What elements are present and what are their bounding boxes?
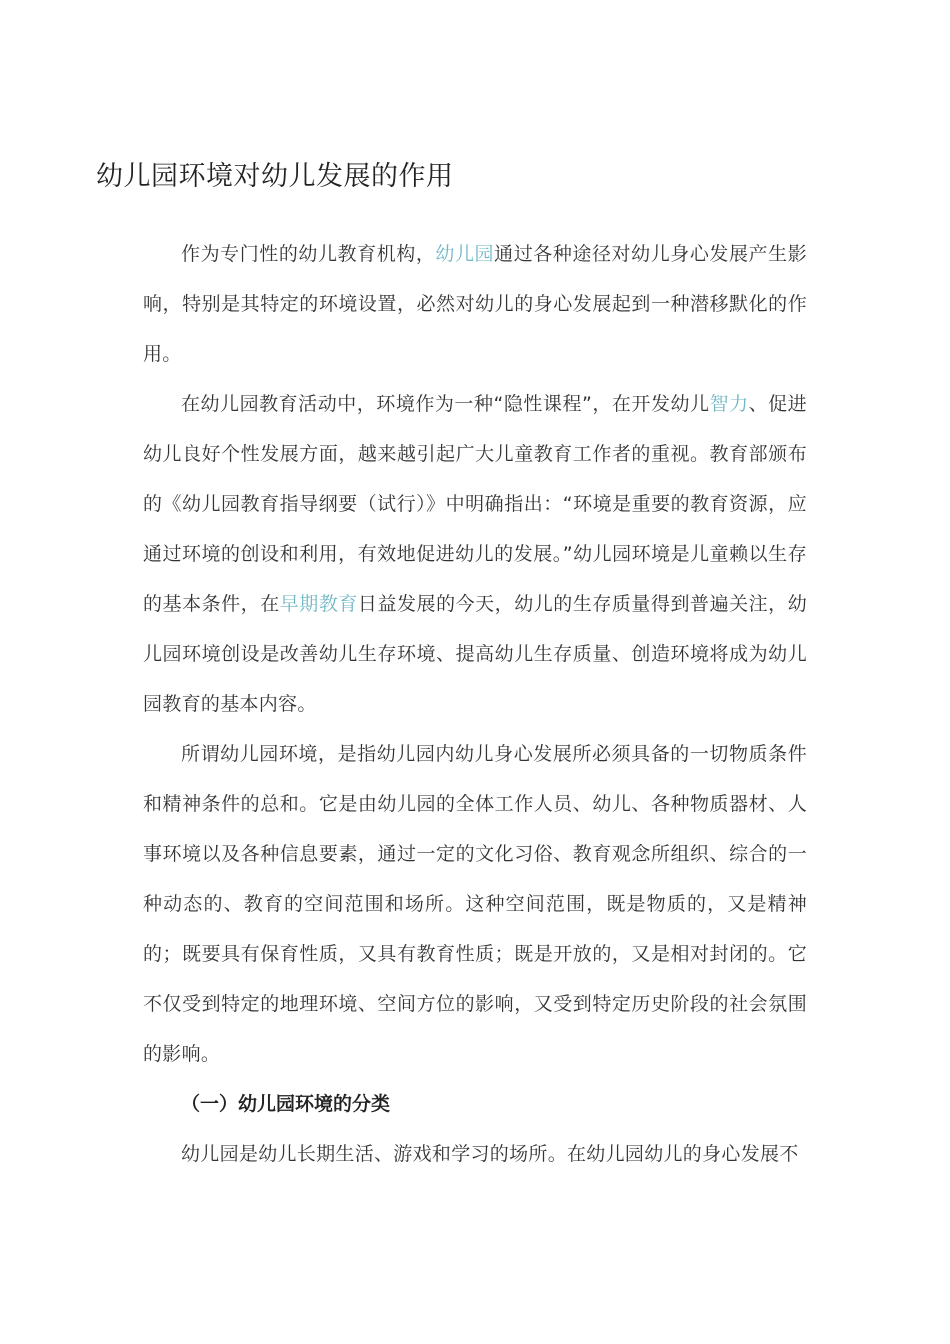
section-heading-classification: （一）幼儿园环境的分类: [181, 1093, 391, 1115]
paragraph-intro: [143, 229, 807, 379]
paragraph-hidden-curriculum-text-1: 在幼儿园教育活动中，环境作为一种“隐性课程”，在开发幼儿: [181, 393, 710, 415]
early-education-link[interactable]: 早期教育: [279, 593, 358, 615]
document-body: [143, 229, 807, 1179]
paragraph-definition: 所谓幼儿园环境，是指幼儿园内幼儿身心发展所必须具备的一切物质条件和精神条件的总和。它是由幼儿园的全体工作人员、幼儿、各种物质器材、人事环境以及各种信息要素，通过一定的文化习俗、教育观念所组织、综合的一种动态的、教育的空间范围和场所。这种空间范围，既是物质的，又是精神的；既要具有保育性质，又具有教育性质；既是开放的，又是相对封闭的。它不仅受到特定的地理环境、空间方位的影响，又受到特定历史阶段的社会氛围的影响。: [143, 743, 807, 1065]
intelligence-link[interactable]: 智力: [709, 393, 749, 415]
paragraph-intro-text-2: 通过各种途径对幼儿身心发展产生影响，特别是其特定的环境设置，必然对幼儿的身心发展起到一种潜移默化的作用。: [143, 243, 807, 365]
paragraph-classification: 幼儿园是幼儿长期生活、游戏和学习的场所。在幼儿园幼儿的身心发展不: [181, 1143, 799, 1165]
paragraph-hidden-curriculum-text-2: 、促进幼儿良好个性发展方面，越来越引起广大儿童教育工作者的重视。教育部颁布的《幼儿园教育指导纲要（试行）》中明确指出：“环境是重要的教育资源，应通过环境的创设和利用，有效地促进幼儿的发展。”幼儿园环境是儿童赖以生存的基本条件，在: [143, 393, 807, 615]
paragraph-hidden-curriculum-text-3: 日益发展的今天，幼儿的生存质量得到普遍关注，幼儿园环境创设是改善幼儿生存环境、提高幼儿生存质量、创造环境将成为幼儿园教育的基本内容。: [143, 593, 808, 715]
paragraph-hidden-curriculum: [143, 379, 807, 729]
paragraph-intro-text-1: 作为专门性的幼儿教育机构，: [181, 243, 436, 265]
kindergarten-link[interactable]: 幼儿园: [435, 243, 495, 265]
document-title: 幼儿园环境对幼儿发展的作用: [96, 161, 454, 192]
